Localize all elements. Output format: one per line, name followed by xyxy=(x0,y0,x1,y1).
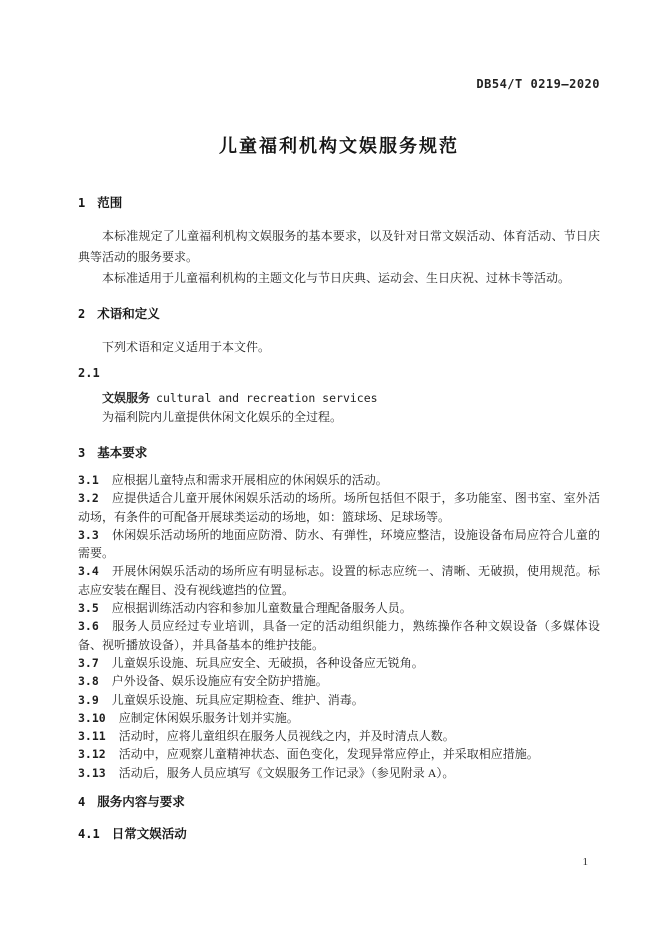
clause-text: 应根据儿童特点和需求开展相应的休闲娱乐的活动。 xyxy=(111,473,388,487)
basic-requirements-list xyxy=(78,471,600,782)
clause-text: 休闲娱乐活动场所的地面应防滑、防水、有弹性，环境应整洁，设施设备布局应符合儿童的需要。 xyxy=(78,527,600,561)
section-service-title: 服务内容与要求 xyxy=(97,795,185,810)
clause-text: 开展休闲娱乐活动的场所应有明显标志。设置的标志应统一、清晰、无破损，使用规范。标志应安装在醒目、没有视线遮挡的位置。 xyxy=(78,564,600,597)
clause-number: 3.11 xyxy=(78,729,106,744)
subsection-title: 日常文娱活动 xyxy=(111,827,187,842)
clause-row xyxy=(78,617,600,654)
term-entry-number: 2.1 xyxy=(78,366,100,380)
clause-row xyxy=(78,691,600,709)
clause-number: 3.12 xyxy=(78,747,106,762)
clause-text: 应制定休闲娱乐服务计划并实施。 xyxy=(118,710,299,725)
clause-text: 儿童娱乐设施、玩具应安全、无破损，各种设备应无锐角。 xyxy=(111,655,424,670)
section-basic-heading xyxy=(78,444,600,462)
term-name-en: cultural and recreation services xyxy=(156,391,378,405)
clause-number: 3.6 xyxy=(78,619,99,634)
clause-number: 3.3 xyxy=(78,527,99,542)
section-scope-heading xyxy=(78,194,600,212)
scope-paragraph: 本标准适用于儿童福利机构的主题文化与节日庆典、运动会、生日庆祝、过林卡等活动。 xyxy=(102,271,571,285)
clause-number: 3.1 xyxy=(78,473,99,487)
document-title: 儿童福利机构文娱服务规范 xyxy=(219,136,459,156)
clause-row xyxy=(78,745,600,763)
section-terms-title: 术语和定义 xyxy=(97,307,160,321)
term-definition: 为福利院内儿童提供休闲文化娱乐的全过程。 xyxy=(102,410,343,424)
clause-row xyxy=(78,562,600,599)
standard-code: DB54/T 0219—2020 xyxy=(476,77,600,91)
section-scope-title: 范围 xyxy=(97,196,123,210)
terms-intro: 下列术语和定义适用于本文件。 xyxy=(102,340,271,354)
clause-text: 活动中，应观察儿童精神状态、面色变化，发现异常应停止，并采取相应措施。 xyxy=(118,747,539,762)
term-name-zh: 文娱服务 xyxy=(102,391,151,405)
clause-row xyxy=(78,489,600,526)
clause-row xyxy=(78,526,600,563)
clause-number: 3.9 xyxy=(78,692,99,707)
clause-number: 3.8 xyxy=(78,674,99,689)
section-service-subheading xyxy=(78,825,600,843)
document-header xyxy=(78,76,600,92)
clause-row xyxy=(78,672,600,690)
page-number: 1 xyxy=(582,856,588,868)
section-basic-title: 基本要求 xyxy=(97,446,148,460)
clause-text: 服务人员应经过专业培训，具备一定的活动组织能力，熟练操作各种文娱设备（多媒体设备、视听播放设备），并具备基本的维护技能。 xyxy=(78,619,600,652)
section-service-heading xyxy=(78,793,600,811)
subsection-number: 4.1 xyxy=(78,827,100,842)
clause-number: 3.4 xyxy=(78,564,99,579)
section-scope-number: 1 xyxy=(78,196,86,210)
section-terms-heading xyxy=(78,305,600,323)
clause-text: 儿童娱乐设施、玩具应定期检查、维护、消毒。 xyxy=(111,692,364,707)
section-service-number: 4 xyxy=(78,795,86,810)
clause-text: 活动后，服务人员应填写《文娱服务工作记录》（参见附录 A）。 xyxy=(118,765,455,780)
clause-row xyxy=(78,727,600,745)
clause-number: 3.2 xyxy=(78,491,99,506)
section-scope-body xyxy=(78,226,600,289)
clause-text: 活动时，应将儿童组织在服务人员视线之内，并及时清点人数。 xyxy=(118,729,455,744)
scope-paragraph: 本标准规定了儿童福利机构文娱服务的基本要求，以及针对日常文娱活动、体育活动、节日庆典等活动的服务要求。 xyxy=(78,229,600,264)
clause-row xyxy=(78,654,600,672)
clause-row xyxy=(78,764,600,782)
clause-row xyxy=(78,599,600,617)
clause-text: 应根据训练活动内容和参加儿童数量合理配备服务人员。 xyxy=(111,601,412,616)
section-terms-number: 2 xyxy=(78,307,86,321)
clause-text: 应提供适合儿童开展休闲娱乐活动的场所。场所包括但不限于，多功能室、图书室、室外活动场，有条件的可配备开展球类运动的场地，如：篮球场、足球场等。 xyxy=(78,491,600,524)
clause-number: 3.13 xyxy=(78,765,106,780)
clause-row xyxy=(78,471,600,489)
clause-row xyxy=(78,709,600,727)
clause-number: 3.7 xyxy=(78,655,99,670)
clause-number: 3.10 xyxy=(78,710,106,725)
term-entry xyxy=(78,389,600,408)
clause-text: 户外设备、娱乐设施应有安全防护措施。 xyxy=(111,674,328,689)
clause-number: 3.5 xyxy=(78,601,99,616)
section-basic-number: 3 xyxy=(78,446,86,460)
